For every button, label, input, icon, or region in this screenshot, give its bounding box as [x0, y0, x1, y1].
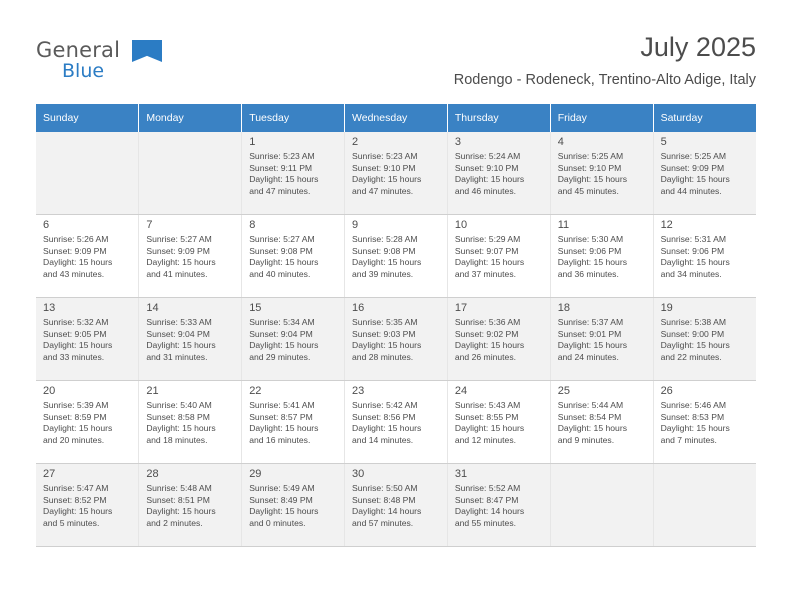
day-sun-info — [661, 234, 749, 280]
day-info-line: and 37 minutes. — [454, 268, 517, 279]
day-info-line: Sunset: 9:04 PM — [249, 328, 313, 339]
day-number: 18 — [557, 302, 570, 314]
day-info-line: and 20 minutes. — [43, 434, 105, 445]
calendar-day-cell[interactable] — [653, 132, 756, 215]
calendar-day-cell[interactable] — [550, 132, 653, 215]
calendar-day-cell[interactable] — [242, 464, 345, 547]
day-info-line: Sunset: 8:47 PM — [454, 494, 519, 505]
logo-text-blue: Blue — [62, 60, 105, 82]
day-sun-info — [43, 317, 131, 363]
day-info-line: Sunrise: 5:49 AM — [249, 483, 315, 493]
day-info-line: and 41 minutes. — [146, 268, 208, 279]
day-number: 28 — [146, 468, 159, 480]
calendar-cell-inner — [448, 215, 550, 283]
day-sun-info — [249, 317, 337, 363]
calendar-cell-inner — [36, 298, 138, 366]
calendar-day-cell[interactable] — [242, 381, 345, 464]
weekday-header-monday: Monday — [139, 104, 242, 132]
day-info-line: Sunset: 8:57 PM — [249, 411, 313, 422]
day-info-line: and 34 minutes. — [660, 268, 722, 279]
day-info-line: Sunrise: 5:38 AM — [660, 317, 727, 327]
day-info-line: Sunset: 8:54 PM — [557, 411, 622, 422]
day-info-line: and 9 minutes. — [557, 434, 615, 445]
weekday-header-row — [36, 104, 756, 132]
calendar-cell-inner — [654, 298, 756, 366]
day-sun-info — [43, 234, 131, 280]
day-info-line: and 31 minutes. — [146, 351, 208, 362]
calendar-cell-inner — [139, 215, 241, 283]
day-info-line: Sunrise: 5:30 AM — [557, 234, 624, 244]
day-info-line: Sunset: 8:59 PM — [43, 411, 107, 422]
day-info-line: Daylight: 15 hours — [557, 257, 627, 268]
calendar-day-cell[interactable] — [242, 215, 345, 298]
calendar-cell-inner — [448, 464, 550, 532]
calendar-day-cell[interactable] — [242, 298, 345, 381]
day-info-line: Daylight: 14 hours — [454, 506, 525, 517]
day-info-line: Sunrise: 5:52 AM — [454, 483, 521, 493]
day-sun-info — [249, 234, 337, 280]
day-number: 23 — [352, 385, 365, 397]
day-info-line: Sunset: 8:52 PM — [43, 494, 107, 505]
calendar-day-cell[interactable] — [139, 464, 242, 547]
day-info-line: Daylight: 15 hours — [146, 340, 216, 351]
calendar-day-cell[interactable] — [653, 298, 756, 381]
weekday-header-sunday: Sunday — [36, 104, 139, 132]
day-number: 15 — [249, 302, 262, 314]
day-number: 3 — [454, 136, 461, 148]
day-sun-info — [146, 483, 234, 529]
page-header — [36, 28, 756, 100]
day-info-line: and 0 minutes. — [249, 517, 306, 528]
calendar-cell-inner — [551, 298, 653, 366]
day-info-line: Sunrise: 5:44 AM — [557, 400, 624, 410]
calendar-day-cell[interactable] — [550, 215, 653, 298]
day-info-line: Sunrise: 5:47 AM — [43, 483, 109, 493]
day-sun-info — [43, 400, 131, 446]
calendar-cell-inner — [139, 381, 241, 449]
day-info-line: and 47 minutes. — [249, 185, 311, 196]
calendar-day-cell[interactable] — [345, 132, 448, 215]
day-info-line: Sunset: 9:00 PM — [660, 328, 725, 339]
day-number: 14 — [146, 302, 159, 314]
calendar-day-cell[interactable] — [345, 464, 448, 547]
day-info-line: Sunrise: 5:41 AM — [249, 400, 315, 410]
day-info-line: Sunrise: 5:42 AM — [352, 400, 418, 410]
day-sun-info — [352, 400, 440, 446]
day-info-line: Sunset: 9:08 PM — [352, 245, 416, 256]
day-sun-info — [455, 483, 543, 529]
day-info-line: and 33 minutes. — [43, 351, 105, 362]
day-info-line: Daylight: 15 hours — [43, 423, 113, 434]
page-title: July 2025 — [640, 32, 756, 62]
day-number: 9 — [352, 219, 359, 231]
calendar-day-cell[interactable] — [36, 215, 139, 298]
day-info-line: Daylight: 14 hours — [352, 506, 422, 517]
calendar-cell-inner — [242, 464, 344, 532]
calendar-week-row — [36, 298, 756, 381]
day-info-line: Sunrise: 5:25 AM — [557, 151, 624, 161]
day-number: 2 — [352, 136, 359, 148]
day-info-line: Sunrise: 5:39 AM — [43, 400, 109, 410]
calendar-cell-empty — [550, 464, 653, 547]
day-info-line: Daylight: 15 hours — [146, 423, 216, 434]
calendar-cell-empty — [653, 464, 756, 547]
day-number: 21 — [146, 385, 159, 397]
day-info-line: Sunrise: 5:27 AM — [146, 234, 212, 244]
day-info-line: and 14 minutes. — [352, 434, 414, 445]
calendar-cell-inner — [36, 215, 138, 283]
day-info-line: and 5 minutes. — [43, 517, 100, 528]
day-info-line: Daylight: 15 hours — [249, 340, 319, 351]
day-number: 7 — [146, 219, 153, 231]
calendar-day-cell[interactable] — [36, 464, 139, 547]
calendar-day-cell[interactable] — [550, 381, 653, 464]
day-sun-info — [558, 151, 646, 197]
day-number: 12 — [660, 219, 673, 231]
calendar-cell-inner — [448, 132, 550, 200]
calendar-day-cell[interactable] — [36, 298, 139, 381]
day-number: 1 — [249, 136, 256, 148]
day-info-line: and 28 minutes. — [352, 351, 414, 362]
day-info-line: Sunset: 9:09 PM — [43, 245, 107, 256]
calendar-day-cell[interactable] — [447, 215, 550, 298]
day-info-line: Sunrise: 5:28 AM — [352, 234, 418, 244]
day-number: 10 — [454, 219, 468, 231]
day-info-line: Sunset: 8:51 PM — [146, 494, 210, 505]
calendar-week-row — [36, 132, 756, 215]
day-info-line: and 16 minutes. — [249, 434, 311, 445]
calendar-table — [36, 104, 756, 547]
day-info-line: Daylight: 15 hours — [352, 257, 422, 268]
day-sun-info — [661, 151, 749, 197]
calendar-cell-inner — [551, 132, 653, 200]
day-info-line: and 18 minutes. — [146, 434, 208, 445]
day-number: 17 — [454, 302, 468, 314]
day-info-line: Sunrise: 5:37 AM — [557, 317, 624, 327]
day-info-line: Sunset: 9:11 PM — [249, 162, 313, 173]
weekday-header-tuesday: Tuesday — [242, 104, 345, 132]
day-number: 19 — [660, 302, 673, 314]
day-number: 31 — [454, 468, 468, 480]
day-info-line: Sunset: 8:58 PM — [146, 411, 210, 422]
day-number: 22 — [249, 385, 262, 397]
day-info-line: Daylight: 15 hours — [660, 174, 730, 185]
day-info-line: Daylight: 15 hours — [352, 340, 422, 351]
day-info-line: Daylight: 15 hours — [557, 423, 627, 434]
day-info-line: Sunset: 8:55 PM — [454, 411, 519, 422]
day-info-line: and 12 minutes. — [454, 434, 517, 445]
day-info-line: and 2 minutes. — [146, 517, 203, 528]
calendar-day-cell[interactable] — [653, 381, 756, 464]
day-info-line: Daylight: 15 hours — [43, 340, 113, 351]
calendar-cell-inner — [242, 298, 344, 366]
calendar-cell-inner — [242, 132, 344, 200]
day-info-line: Daylight: 15 hours — [557, 340, 627, 351]
day-info-line: Sunset: 9:01 PM — [557, 328, 622, 339]
day-info-line: Daylight: 15 hours — [557, 174, 627, 185]
day-sun-info — [558, 234, 646, 280]
calendar-cell-inner — [345, 464, 447, 532]
day-number: 30 — [352, 468, 365, 480]
weekday-header-thursday: Thursday — [447, 104, 550, 132]
day-info-line: Daylight: 15 hours — [454, 423, 525, 434]
day-info-line: Sunrise: 5:23 AM — [352, 151, 418, 161]
calendar-cell-inner — [139, 298, 241, 366]
day-info-line: and 46 minutes. — [454, 185, 517, 196]
day-info-line: and 22 minutes. — [660, 351, 722, 362]
day-sun-info — [558, 400, 646, 446]
calendar-cell-inner — [139, 464, 241, 532]
day-sun-info — [352, 151, 440, 197]
calendar-day-cell[interactable] — [447, 132, 550, 215]
day-sun-info — [352, 317, 440, 363]
weekday-header-saturday: Saturday — [653, 104, 756, 132]
calendar-cell-inner — [551, 381, 653, 449]
calendar-day-cell[interactable] — [345, 381, 448, 464]
day-info-line: Sunrise: 5:24 AM — [454, 151, 521, 161]
day-sun-info — [455, 151, 543, 197]
logo[interactable] — [36, 38, 166, 86]
day-info-line: Sunset: 9:03 PM — [352, 328, 416, 339]
day-number: 27 — [43, 468, 56, 480]
day-info-line: Sunrise: 5:46 AM — [660, 400, 727, 410]
day-info-line: Daylight: 15 hours — [249, 174, 319, 185]
calendar-day-cell[interactable] — [447, 381, 550, 464]
day-number: 29 — [249, 468, 262, 480]
calendar-body — [36, 132, 756, 547]
calendar-day-cell[interactable] — [447, 464, 550, 547]
day-info-line: and 7 minutes. — [660, 434, 717, 445]
day-info-line: Sunrise: 5:32 AM — [43, 317, 109, 327]
day-info-line: Daylight: 15 hours — [454, 340, 525, 351]
calendar-cell-inner — [36, 381, 138, 449]
day-number: 4 — [557, 136, 564, 148]
day-number: 5 — [660, 136, 667, 148]
location-subtitle: Rodengo - Rodeneck, Trentino-Alto Adige, Italy — [453, 72, 756, 88]
calendar-cell-inner — [345, 132, 447, 200]
day-info-line: and 39 minutes. — [352, 268, 414, 279]
day-info-line: Sunrise: 5:26 AM — [43, 234, 109, 244]
day-info-line: Daylight: 15 hours — [43, 257, 113, 268]
calendar-week-row — [36, 215, 756, 298]
day-sun-info — [249, 483, 337, 529]
day-info-line: Daylight: 15 hours — [249, 257, 319, 268]
day-sun-info — [455, 317, 543, 363]
day-info-line: Daylight: 15 hours — [43, 506, 113, 517]
day-info-line: Sunset: 9:10 PM — [352, 162, 416, 173]
day-info-line: Sunrise: 5:23 AM — [249, 151, 315, 161]
day-info-line: Sunset: 9:05 PM — [43, 328, 107, 339]
calendar-cell-inner — [242, 215, 344, 283]
day-info-line: Daylight: 15 hours — [146, 257, 216, 268]
day-number: 13 — [43, 302, 56, 314]
flag-icon — [132, 40, 162, 62]
calendar-cell-inner — [448, 381, 550, 449]
day-number: 6 — [43, 219, 50, 231]
day-info-line: Sunrise: 5:33 AM — [146, 317, 212, 327]
day-info-line: and 44 minutes. — [660, 185, 722, 196]
calendar-day-cell[interactable] — [139, 298, 242, 381]
day-info-line: Sunset: 9:06 PM — [660, 245, 725, 256]
calendar-cell-inner — [654, 132, 756, 200]
day-info-line: and 24 minutes. — [557, 351, 619, 362]
day-info-line: and 47 minutes. — [352, 185, 414, 196]
day-info-line: Daylight: 15 hours — [352, 423, 422, 434]
day-sun-info — [249, 400, 337, 446]
day-sun-info — [146, 400, 234, 446]
day-info-line: Sunrise: 5:50 AM — [352, 483, 418, 493]
day-sun-info — [558, 317, 646, 363]
day-info-line: Daylight: 15 hours — [454, 257, 525, 268]
calendar-week-row — [36, 464, 756, 547]
calendar-day-cell[interactable] — [242, 132, 345, 215]
day-info-line: and 36 minutes. — [557, 268, 619, 279]
weekday-header-friday: Friday — [550, 104, 653, 132]
day-number: 20 — [43, 385, 56, 397]
day-info-line: Daylight: 15 hours — [660, 257, 730, 268]
day-info-line: and 26 minutes. — [454, 351, 517, 362]
day-info-line: Sunset: 9:09 PM — [660, 162, 725, 173]
day-info-line: Sunset: 8:53 PM — [660, 411, 725, 422]
day-info-line: Sunrise: 5:27 AM — [249, 234, 315, 244]
calendar-cell-inner — [654, 215, 756, 283]
day-info-line: Sunset: 9:02 PM — [454, 328, 519, 339]
day-info-line: Sunset: 9:10 PM — [454, 162, 519, 173]
day-info-line: and 40 minutes. — [249, 268, 311, 279]
day-info-line: Sunrise: 5:43 AM — [454, 400, 521, 410]
day-info-line: Sunset: 9:06 PM — [557, 245, 622, 256]
day-number: 24 — [454, 385, 468, 397]
day-info-line: Sunset: 9:10 PM — [557, 162, 622, 173]
calendar-cell-inner — [36, 464, 138, 532]
day-info-line: Sunset: 9:04 PM — [146, 328, 210, 339]
calendar-week-row — [36, 381, 756, 464]
day-info-line: Sunset: 8:49 PM — [249, 494, 313, 505]
calendar-day-cell[interactable] — [139, 215, 242, 298]
calendar-day-cell[interactable] — [550, 298, 653, 381]
day-info-line: Sunrise: 5:31 AM — [660, 234, 727, 244]
day-info-line: Sunrise: 5:40 AM — [146, 400, 212, 410]
calendar-cell-inner — [242, 381, 344, 449]
day-info-line: Sunset: 9:07 PM — [454, 245, 519, 256]
calendar-cell-inner — [345, 215, 447, 283]
calendar-cell-inner — [448, 298, 550, 366]
day-info-line: Sunrise: 5:48 AM — [146, 483, 212, 493]
day-info-line: Daylight: 15 hours — [146, 506, 216, 517]
day-info-line: Sunrise: 5:29 AM — [454, 234, 521, 244]
day-sun-info — [43, 483, 131, 529]
day-info-line: Daylight: 15 hours — [352, 174, 422, 185]
logo-text-general: General — [36, 38, 121, 62]
day-info-line: and 57 minutes. — [352, 517, 414, 528]
day-info-line: Sunrise: 5:34 AM — [249, 317, 315, 327]
day-number: 25 — [557, 385, 570, 397]
calendar-day-cell[interactable] — [139, 381, 242, 464]
day-info-line: Daylight: 15 hours — [660, 423, 730, 434]
calendar-cell-empty — [139, 132, 242, 215]
day-sun-info — [661, 317, 749, 363]
day-number: 26 — [660, 385, 673, 397]
calendar-cell-inner — [345, 298, 447, 366]
calendar-cell-empty — [36, 132, 139, 215]
calendar-day-cell[interactable] — [36, 381, 139, 464]
weekday-header-wednesday: Wednesday — [345, 104, 448, 132]
day-sun-info — [146, 317, 234, 363]
calendar-cell-inner — [654, 381, 756, 449]
calendar-cell-inner — [345, 381, 447, 449]
day-info-line: Sunset: 9:09 PM — [146, 245, 210, 256]
day-info-line: Sunrise: 5:36 AM — [454, 317, 521, 327]
day-sun-info — [352, 234, 440, 280]
day-sun-info — [352, 483, 440, 529]
day-sun-info — [455, 234, 543, 280]
calendar-day-cell[interactable] — [653, 215, 756, 298]
day-info-line: Daylight: 15 hours — [249, 506, 319, 517]
day-info-line: Daylight: 15 hours — [249, 423, 319, 434]
day-info-line: and 43 minutes. — [43, 268, 105, 279]
day-info-line: and 55 minutes. — [454, 517, 517, 528]
day-info-line: and 45 minutes. — [557, 185, 619, 196]
day-sun-info — [146, 234, 234, 280]
day-sun-info — [455, 400, 543, 446]
calendar-day-cell[interactable] — [447, 298, 550, 381]
calendar-day-cell[interactable] — [345, 215, 448, 298]
day-sun-info — [661, 400, 749, 446]
day-number: 16 — [352, 302, 365, 314]
day-info-line: and 29 minutes. — [249, 351, 311, 362]
calendar-day-cell[interactable] — [345, 298, 448, 381]
day-info-line: Daylight: 15 hours — [454, 174, 525, 185]
day-info-line: Sunset: 9:08 PM — [249, 245, 313, 256]
day-info-line: Daylight: 15 hours — [660, 340, 730, 351]
day-number: 11 — [557, 219, 570, 231]
day-info-line: Sunrise: 5:25 AM — [660, 151, 727, 161]
day-sun-info — [249, 151, 337, 197]
day-info-line: Sunset: 8:56 PM — [352, 411, 416, 422]
day-info-line: Sunset: 8:48 PM — [352, 494, 416, 505]
day-number: 8 — [249, 219, 256, 231]
day-info-line: Sunrise: 5:35 AM — [352, 317, 418, 327]
calendar-cell-inner — [551, 215, 653, 283]
